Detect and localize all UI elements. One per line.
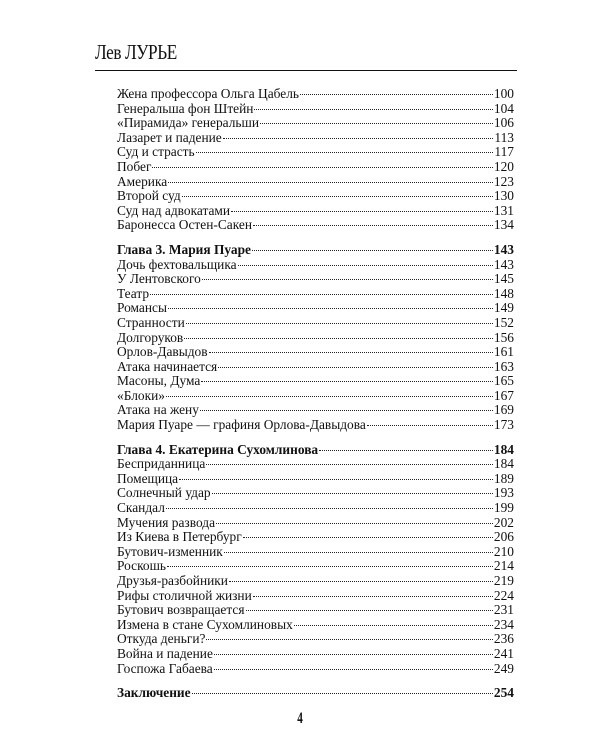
toc-entry-title: У Лентовского <box>117 271 201 287</box>
toc-entry[interactable] <box>117 331 514 346</box>
dot-leader <box>367 425 493 426</box>
toc-entry[interactable] <box>117 301 514 316</box>
toc-entry[interactable] <box>117 589 514 604</box>
toc-entry-title: Лазарет и падение <box>117 129 222 145</box>
dot-leader <box>246 610 493 611</box>
toc-entry-page: 184 <box>493 441 514 457</box>
toc-entry-title: Театр <box>117 285 150 301</box>
toc-entry[interactable] <box>117 345 514 360</box>
toc-entry-title: Бутович возвращается <box>117 602 245 618</box>
toc-entry[interactable] <box>117 603 514 618</box>
toc-entry-title: Суд и страсть <box>117 144 195 160</box>
toc-entry-page: 156 <box>493 329 514 345</box>
toc-entry[interactable] <box>117 530 514 545</box>
toc-entry[interactable] <box>117 486 514 501</box>
toc-entry-title: «Блоки» <box>117 387 165 403</box>
toc-entry-title: Орлов-Давыдов <box>117 344 208 360</box>
toc-entry[interactable] <box>117 145 514 160</box>
toc-entry-page: 149 <box>493 300 514 316</box>
toc-entry[interactable] <box>117 501 514 516</box>
toc-entry[interactable] <box>117 618 514 633</box>
dot-leader <box>319 450 493 451</box>
toc-entry-page: 169 <box>493 402 514 418</box>
toc-entry-title: Мария Пуаре — графиня Орлова-Давыдова <box>117 417 366 433</box>
toc-entry-page: 210 <box>493 543 514 559</box>
toc-entry-page: 100 <box>493 86 514 101</box>
toc-entry-page: 249 <box>493 660 514 676</box>
toc-entry-title: Побег <box>117 158 152 174</box>
header-rule <box>95 70 517 71</box>
dot-leader <box>209 352 493 353</box>
toc-entry-title: Жена профессора Ольга Цабель <box>117 86 300 101</box>
toc-entry-page: 214 <box>493 558 514 574</box>
toc-entry[interactable] <box>117 389 514 404</box>
dot-leader <box>200 410 493 411</box>
toc-entry[interactable] <box>117 403 514 418</box>
toc-entry-title: Баронесса Остен-Сакен <box>117 217 252 233</box>
toc-entry-page: 219 <box>493 573 514 588</box>
toc-entry-title: Роскошь <box>117 558 167 574</box>
toc-entry-page: 145 <box>493 271 514 287</box>
dot-leader <box>206 639 492 640</box>
dot-leader <box>166 508 493 509</box>
toc-entry-page: 193 <box>493 485 514 501</box>
toc-entry[interactable] <box>117 160 514 175</box>
dot-leader <box>152 167 492 168</box>
toc-entry-page: 224 <box>493 587 514 603</box>
toc-entry-page: 120 <box>493 158 514 174</box>
toc-entry-title: Бесприданница <box>117 456 206 472</box>
toc-entry-page: 131 <box>493 202 514 218</box>
toc-entry-title: Глава 4. Екатерина Сухомлинова <box>117 441 319 457</box>
toc-entry-title: Рифы столичной жизни <box>117 587 252 603</box>
toc-entry-title: Из Киева в Петербург <box>117 529 242 545</box>
toc-group-2 <box>117 258 514 433</box>
toc-entry[interactable] <box>117 374 514 389</box>
toc-entry[interactable] <box>117 647 514 662</box>
toc-entry[interactable] <box>117 632 514 647</box>
toc-entry-page: 113 <box>494 129 514 145</box>
toc-entry[interactable] <box>117 204 514 219</box>
dot-leader <box>216 523 493 524</box>
toc-entry-page: 134 <box>493 217 514 233</box>
dot-leader <box>168 308 493 309</box>
toc-entry-page: 148 <box>493 285 514 301</box>
toc-entry-page: 106 <box>493 115 514 131</box>
dot-leader <box>254 109 492 110</box>
toc-entry[interactable] <box>117 218 514 233</box>
table-of-contents <box>117 87 514 701</box>
toc-entry-page: 163 <box>493 358 514 374</box>
dot-leader <box>179 479 493 480</box>
toc-entry-title: Суд над адвокатами <box>117 202 231 218</box>
toc-entry[interactable] <box>117 316 514 331</box>
dot-leader <box>218 367 493 368</box>
toc-entry-page: 202 <box>493 514 514 530</box>
toc-entry[interactable] <box>117 472 514 487</box>
toc-entry-title: Атака начинается <box>117 358 218 374</box>
toc-entry[interactable] <box>117 574 514 589</box>
toc-entry-title: Госпожа Габаева <box>117 660 213 676</box>
toc-entry[interactable] <box>117 175 514 190</box>
toc-entry-title: Второй суд <box>117 188 181 204</box>
toc-entry-page: 167 <box>493 387 514 403</box>
toc-entry-page: 161 <box>493 344 514 360</box>
dot-leader <box>252 250 493 251</box>
dot-leader <box>294 625 493 626</box>
toc-entry-page: 143 <box>493 256 514 272</box>
toc-entry[interactable] <box>117 272 514 287</box>
toc-entry[interactable] <box>117 258 514 273</box>
dot-leader <box>260 123 493 124</box>
toc-entry-title: Помещица <box>117 470 179 486</box>
toc-entry-page: 199 <box>493 500 514 516</box>
toc-entry-page: 117 <box>494 144 514 160</box>
dot-leader <box>196 152 494 153</box>
toc-entry-page: 152 <box>493 314 514 330</box>
dot-leader <box>224 552 493 553</box>
toc-entry-page: 130 <box>493 188 514 204</box>
toc-entry-title: Масоны, Дума <box>117 373 201 389</box>
dot-leader <box>212 493 493 494</box>
page-number: 4 <box>297 710 303 727</box>
toc-entry-title: Скандал <box>117 500 165 516</box>
toc-entry-page: 104 <box>493 100 514 116</box>
toc-entry[interactable] <box>117 545 514 560</box>
toc-entry-title: Атака на жену <box>117 402 199 418</box>
dot-leader <box>300 94 493 95</box>
toc-entry-title: Солнечный удар <box>117 485 211 501</box>
toc-entry-title: Друзья-разбойники <box>117 573 228 588</box>
dot-leader <box>223 138 494 139</box>
dot-leader <box>206 464 493 465</box>
dot-leader <box>214 654 493 655</box>
dot-leader <box>231 211 493 212</box>
dot-leader <box>243 537 493 538</box>
toc-entry-page: 189 <box>493 470 514 486</box>
toc-group-3 <box>117 457 514 676</box>
toc-entry-title: Откуда деньги? <box>117 631 206 647</box>
dot-leader <box>150 294 493 295</box>
toc-entry[interactable] <box>117 662 514 677</box>
toc-entry[interactable] <box>117 189 514 204</box>
dot-leader <box>184 338 493 339</box>
toc-entry[interactable] <box>117 516 514 531</box>
dot-leader <box>166 396 493 397</box>
toc-entry-title: Измена в стане Сухомлиновых <box>117 616 293 632</box>
toc-entry-page: 231 <box>493 602 514 618</box>
toc-entry[interactable] <box>117 360 514 375</box>
toc-entry-title: Америка <box>117 173 168 189</box>
dot-leader <box>202 279 493 280</box>
toc-entry-page: 236 <box>493 631 514 647</box>
toc-entry-page: 143 <box>493 241 514 257</box>
toc-entry[interactable] <box>117 287 514 302</box>
dot-leader <box>167 566 493 567</box>
toc-conclusion[interactable] <box>117 686 514 701</box>
dot-leader <box>168 182 493 183</box>
toc-chapter-3[interactable] <box>117 243 514 258</box>
dot-leader <box>253 596 493 597</box>
dot-leader <box>192 693 493 694</box>
toc-entry-page: 123 <box>493 173 514 189</box>
toc-entry-title: Странности <box>117 314 185 330</box>
toc-entry-page: 241 <box>493 645 514 661</box>
toc-entry[interactable] <box>117 102 514 117</box>
toc-entry-title: Заключение <box>117 685 191 701</box>
toc-entry-page: 173 <box>493 417 514 433</box>
toc-entry[interactable] <box>117 418 514 433</box>
running-head: Лев ЛУРЬЕ <box>95 40 177 64</box>
toc-entry[interactable] <box>117 116 514 131</box>
dot-leader <box>201 381 493 382</box>
toc-entry-title: «Пирамида» генеральши <box>117 115 260 131</box>
toc-entry-page: 184 <box>493 456 514 472</box>
toc-entry-title: Мучения развода <box>117 514 216 530</box>
toc-entry-title: Долгоруков <box>117 329 184 345</box>
toc-entry[interactable] <box>117 457 514 472</box>
toc-entry-page: 165 <box>493 373 514 389</box>
dot-leader <box>238 265 493 266</box>
toc-entry[interactable] <box>117 87 514 102</box>
toc-entry[interactable] <box>117 559 514 574</box>
toc-entry-title: Дочь фехтовальщика <box>117 256 237 272</box>
toc-entry-title: Бутович-изменник <box>117 543 223 559</box>
toc-entry-title: Романсы <box>117 300 167 316</box>
toc-entry-title: Глава 3. Мария Пуаре <box>117 241 251 257</box>
toc-chapter-4[interactable] <box>117 443 514 458</box>
dot-leader <box>186 323 493 324</box>
dot-leader <box>229 581 493 582</box>
toc-entry[interactable] <box>117 131 514 146</box>
toc-entry-page: 234 <box>493 616 514 632</box>
toc-entry-page: 254 <box>493 685 514 701</box>
dot-leader <box>214 669 493 670</box>
toc-entry-page: 206 <box>493 529 514 545</box>
toc-entry-title: Генеральша фон Штейн <box>117 100 254 116</box>
toc-group-1 <box>117 87 514 233</box>
toc-entry-title: Война и падение <box>117 645 213 661</box>
dot-leader <box>182 196 493 197</box>
dot-leader <box>253 225 493 226</box>
